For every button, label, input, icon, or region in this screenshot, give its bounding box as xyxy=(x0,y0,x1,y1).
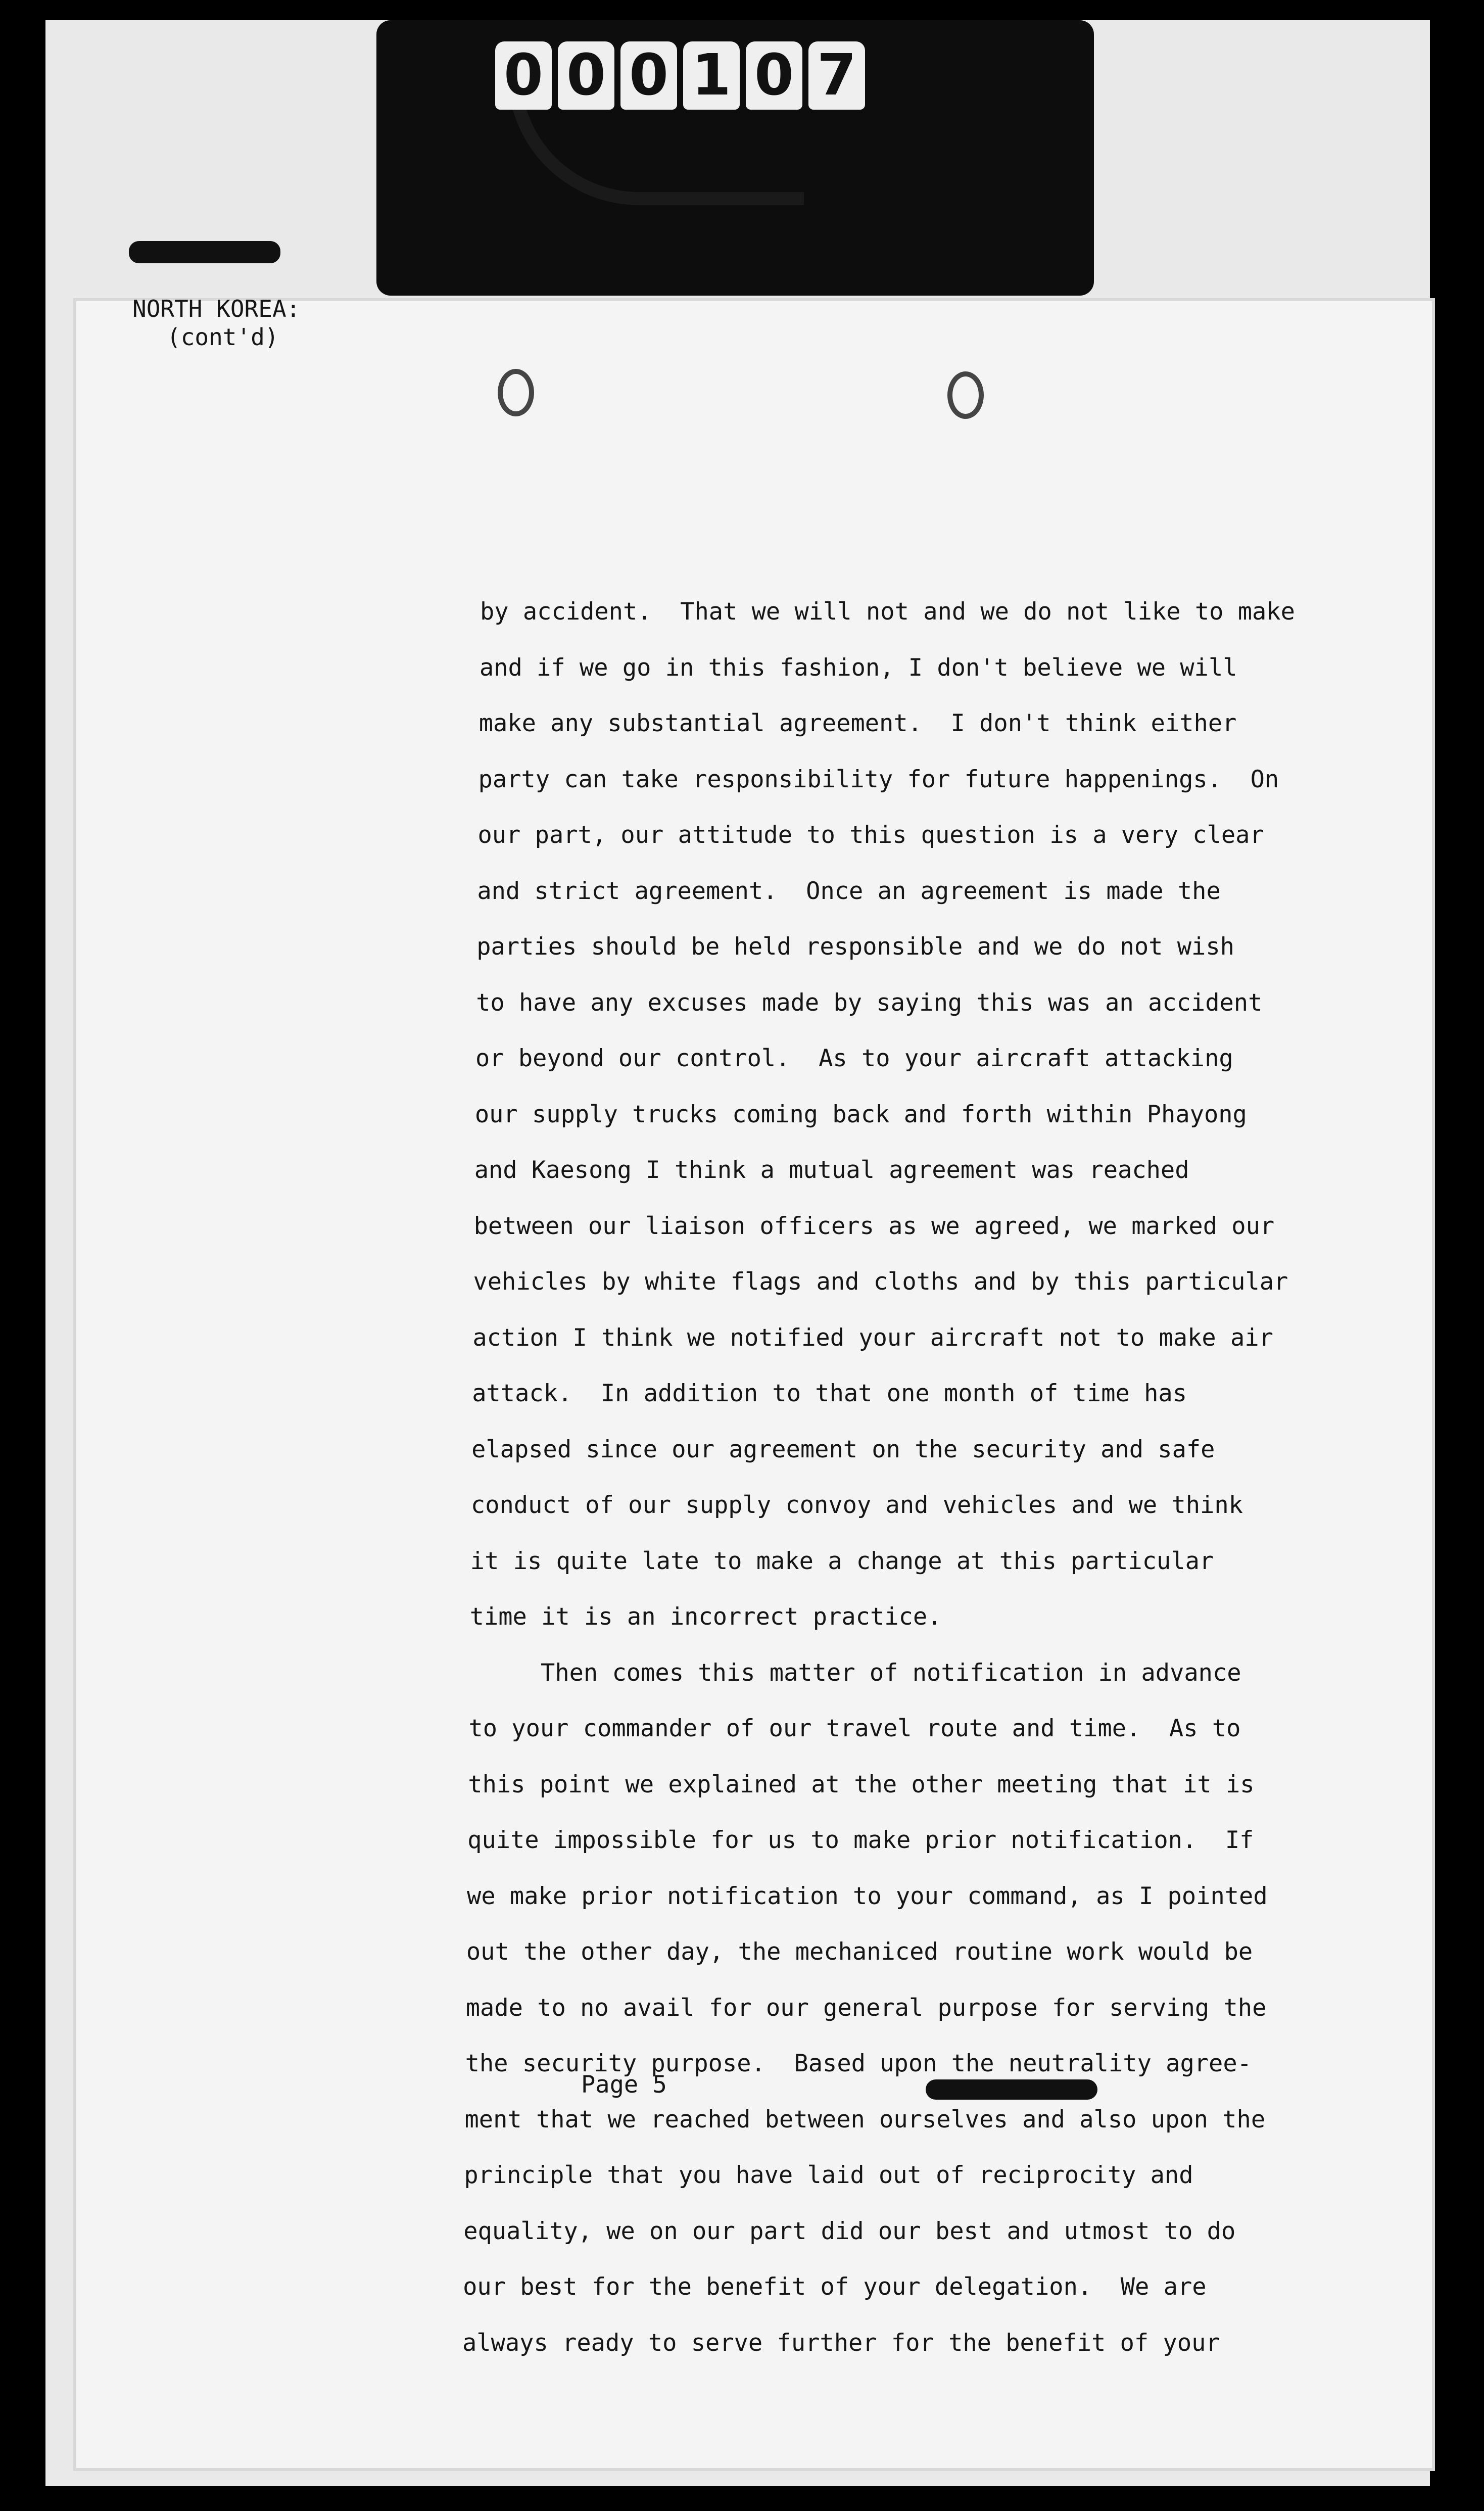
transcript-line: between our liaison officers as we agreed, we marked our xyxy=(473,1212,1275,1240)
transcript-line: or beyond our control. As to your aircraft attacking xyxy=(475,1045,1233,1072)
classification-marking-bottom: RESTRICTED xyxy=(926,2079,1097,2100)
transcript-line: time it is an incorrect practice. xyxy=(469,1603,942,1631)
transcript-line: Then comes this matter of notification in advance xyxy=(469,1659,1241,1687)
counter-digit: 0 xyxy=(558,41,614,110)
transcript-line: out the other day, the mechaniced routine work would be xyxy=(466,1938,1253,1966)
transcript-line: and if we go in this fashion, I don't believe we will xyxy=(479,653,1237,682)
transcript-line: action I think we notified your aircraft not to make air xyxy=(472,1323,1273,1352)
transcript-line: parties should be held responsible and we do not wish xyxy=(476,933,1234,961)
transcript-line: this point we explained at the other meeting that it is xyxy=(468,1770,1255,1798)
transcript-line: our part, our attitude to this question is a very clear xyxy=(477,821,1264,849)
transcript-line: made to no avail for our general purpose for serving the xyxy=(465,1994,1267,2022)
transcript-line: principle that you have laid out of reciprocity and xyxy=(464,2161,1193,2189)
counter-digit: 7 xyxy=(808,41,865,110)
transcript-line: and strict agreement. Once an agreement is made the xyxy=(477,877,1221,905)
transcript-line: the security purpose. Based upon the neutrality agree- xyxy=(465,2050,1252,2077)
transcript-line: to have any excuses made by saying this was an accident xyxy=(476,988,1263,1017)
transcript-line: attack. In addition to that one month of time has xyxy=(472,1380,1187,1407)
transcript-line: vehicles by white flags and cloths and by this particular xyxy=(473,1268,1288,1296)
frame-counter-digits xyxy=(495,41,865,110)
transcript-line: ment that we reached between ourselves and also upon the xyxy=(464,2105,1266,2134)
transcript-line: conduct of our supply convoy and vehicles and we think xyxy=(470,1491,1243,1519)
speaker-continued-note: (cont'd) xyxy=(167,323,279,351)
transcript-line: we make prior notification to your command, as I pointed xyxy=(467,1882,1268,1910)
transcript-line: our supply trucks coming back and forth within Phayong xyxy=(474,1100,1247,1128)
transcript-line: and Kaesong I think a mutual agreement was reached xyxy=(474,1156,1189,1184)
transcript-line: always ready to serve further for the benefit of your xyxy=(462,2329,1220,2357)
transcript-line: to your commander of our travel route and time. As to xyxy=(468,1715,1241,1742)
transcript-line: equality, we on our part did our best and utmost to do xyxy=(463,2217,1236,2245)
transcript-line: our best for the benefit of your delegation. We are xyxy=(463,2273,1207,2301)
punch-hole xyxy=(498,369,534,416)
counter-digit: 1 xyxy=(683,41,740,110)
counter-digit: 0 xyxy=(746,41,802,110)
transcript-line: party can take responsibility for future happenings. On xyxy=(478,765,1279,793)
page-number: Page 5 xyxy=(581,2071,667,2099)
counter-digit: 0 xyxy=(620,41,677,110)
transcript-line: by accident. That we will not and we do not like to make xyxy=(480,598,1295,626)
punch-hole xyxy=(947,371,984,419)
counter-digit: 0 xyxy=(495,41,552,110)
transcript-line: it is quite late to make a change at this particular xyxy=(470,1547,1214,1575)
speaker-name: NORTH KOREA: xyxy=(132,295,301,322)
classification-marking-top: RESTRICTED xyxy=(129,241,280,263)
speaker-label xyxy=(132,295,300,351)
transcript-line: elapsed since our agreement on the security and safe xyxy=(471,1435,1215,1463)
transcript-line: make any substantial agreement. I don't think either xyxy=(478,709,1237,737)
transcript-line: quite impossible for us to make prior notification. If xyxy=(467,1826,1254,1854)
